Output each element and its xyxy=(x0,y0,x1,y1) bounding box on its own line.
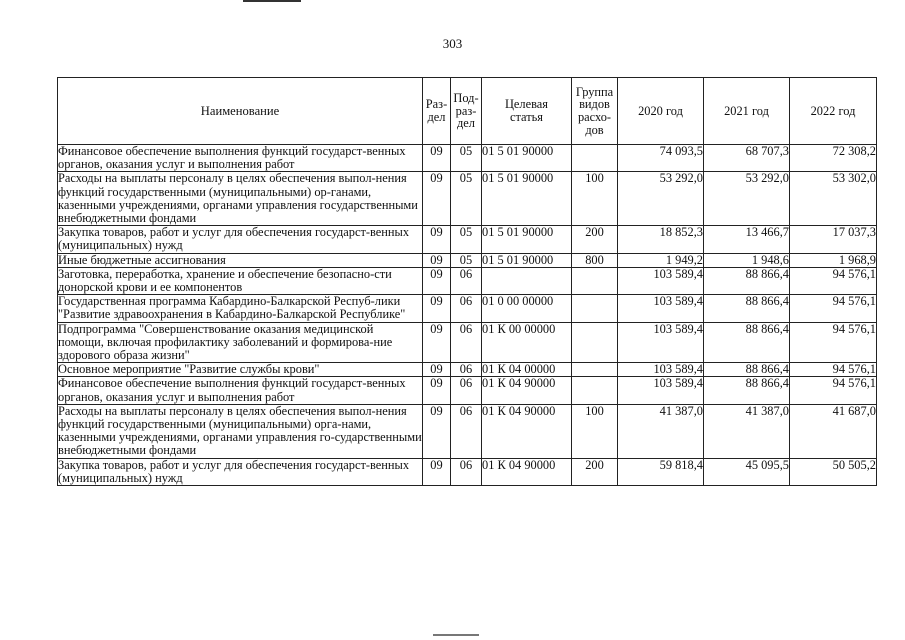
cell-subsection: 06 xyxy=(451,458,482,485)
cell-subsection: 06 xyxy=(451,363,482,377)
cell-y2020: 53 292,0 xyxy=(618,172,704,226)
cell-name: Закупка товаров, работ и услуг для обеспечения государст-венных (муниципальных) нужд xyxy=(58,226,423,253)
cell-section: 09 xyxy=(423,377,451,404)
table-row xyxy=(58,226,877,253)
cell-target: 01 К 04 00000 xyxy=(482,363,572,377)
cell-y2020: 103 589,4 xyxy=(618,322,704,363)
cell-group: 100 xyxy=(572,172,618,226)
cell-y2022: 53 302,0 xyxy=(790,172,877,226)
cell-target: 01 5 01 90000 xyxy=(482,172,572,226)
cell-y2022: 94 576,1 xyxy=(790,377,877,404)
cell-y2022: 94 576,1 xyxy=(790,322,877,363)
cell-group: 100 xyxy=(572,404,618,458)
cell-name: Подпрограмма "Совершенствование оказания медицинской помощи, включая профилактику заболеваний и формирова-ние здорового образа жизни" xyxy=(58,322,423,363)
header-2022: 2022 год xyxy=(790,78,877,145)
cell-section: 09 xyxy=(423,458,451,485)
cell-group xyxy=(572,363,618,377)
cell-y2021: 53 292,0 xyxy=(704,172,790,226)
cell-section: 09 xyxy=(423,267,451,294)
cell-subsection: 05 xyxy=(451,226,482,253)
cell-y2022: 94 576,1 xyxy=(790,295,877,322)
cell-section: 09 xyxy=(423,172,451,226)
cell-section: 09 xyxy=(423,226,451,253)
cell-y2020: 103 589,4 xyxy=(618,363,704,377)
cell-name: Финансовое обеспечение выполнения функций государст-венных органов, оказания услуг и выполнения работ xyxy=(58,377,423,404)
cell-section: 09 xyxy=(423,404,451,458)
cell-y2020: 18 852,3 xyxy=(618,226,704,253)
cell-name: Расходы на выплаты персоналу в целях обеспечения выпол-нения функций государственными (муниципальными) орга-нами, казенными учреждениями, органами управления го-сударственными внебюджетными фондами xyxy=(58,403,422,458)
cell-target: 01 К 04 90000 xyxy=(482,377,572,404)
cell-y2022: 50 505,2 xyxy=(790,458,877,485)
cell-group xyxy=(572,377,618,404)
table-row xyxy=(58,172,877,226)
cell-target xyxy=(482,267,572,294)
cell-y2021: 13 466,7 xyxy=(704,226,790,253)
cell-y2022: 94 576,1 xyxy=(790,267,877,294)
cell-y2021: 41 387,0 xyxy=(704,404,790,458)
cell-group xyxy=(572,267,618,294)
cell-target: 01 5 01 90000 xyxy=(482,145,572,172)
cell-section: 09 xyxy=(423,322,451,363)
cell-name: Заготовка, переработка, хранение и обеспечение безопасно-сти донорской крови и ее компонентов xyxy=(58,267,423,294)
cell-group xyxy=(572,322,618,363)
cell-subsection: 06 xyxy=(451,322,482,363)
cell-y2022: 72 308,2 xyxy=(790,145,877,172)
cell-y2020: 103 589,4 xyxy=(618,295,704,322)
cell-name: Иные бюджетные ассигнования xyxy=(58,253,423,267)
cell-section: 09 xyxy=(423,253,451,267)
table-row xyxy=(58,253,877,267)
cell-subsection: 06 xyxy=(451,377,482,404)
cell-group xyxy=(572,295,618,322)
cell-target: 01 5 01 90000 xyxy=(482,226,572,253)
cell-y2022: 1 968,9 xyxy=(790,253,877,267)
cell-target: 01 К 00 00000 xyxy=(482,322,572,363)
budget-table xyxy=(57,77,877,486)
cell-y2020: 74 093,5 xyxy=(618,145,704,172)
table-row xyxy=(58,295,877,322)
cell-y2020: 103 589,4 xyxy=(618,267,704,294)
cell-name: Государственная программа Кабардино-Балкарской Респуб-лики "Развитие здравоохранения в Кабардино-Балкарской Республике" xyxy=(58,295,423,322)
cell-group: 200 xyxy=(572,226,618,253)
table-row xyxy=(58,145,877,172)
cell-subsection: 05 xyxy=(451,253,482,267)
cell-y2021: 1 948,6 xyxy=(704,253,790,267)
cell-name: Расходы на выплаты персоналу в целях обеспечения выпол-нения функций государственными (муниципальными) ор-ганами, казенными учреждениями, органами управления государственными внебюджетными фондами xyxy=(58,172,423,226)
header-group: Группа видов расхо- дов xyxy=(572,78,618,145)
cell-y2020: 59 818,4 xyxy=(618,458,704,485)
page-number: 303 xyxy=(442,36,463,51)
cell-y2021: 88 866,4 xyxy=(704,295,790,322)
cell-y2022: 41 687,0 xyxy=(790,404,877,458)
cell-name: Основное мероприятие "Развитие службы крови" xyxy=(58,363,423,377)
bottom-rule xyxy=(433,634,479,636)
table-row xyxy=(58,267,877,294)
cell-name: Финансовое обеспечение выполнения функций государст-венных органов, оказания услуг и выполнения работ xyxy=(58,145,423,172)
cell-subsection: 06 xyxy=(451,267,482,294)
cell-name: Закупка товаров, работ и услуг для обеспечения государст-венных (муниципальных) нужд xyxy=(58,458,423,485)
cell-subsection: 05 xyxy=(451,172,482,226)
cell-subsection: 06 xyxy=(451,295,482,322)
cell-section: 09 xyxy=(423,295,451,322)
table-row xyxy=(58,377,877,404)
cell-target: 01 К 04 90000 xyxy=(482,458,572,485)
table-row xyxy=(58,322,877,363)
cell-y2021: 88 866,4 xyxy=(704,363,790,377)
header-2021: 2021 год xyxy=(704,78,790,145)
header-subsection: Под- раз- дел xyxy=(451,78,482,145)
cell-y2020: 1 949,2 xyxy=(618,253,704,267)
cell-y2022: 94 576,1 xyxy=(790,363,877,377)
cell-section: 09 xyxy=(423,363,451,377)
table-row xyxy=(58,404,877,458)
table-header-row xyxy=(58,78,877,145)
table-row xyxy=(58,458,877,485)
table-row xyxy=(58,363,877,377)
cell-subsection: 06 xyxy=(451,404,482,458)
header-section: Раз- дел xyxy=(423,78,451,145)
header-name: Наименование xyxy=(58,78,423,145)
cell-y2020: 103 589,4 xyxy=(618,377,704,404)
cell-y2021: 68 707,3 xyxy=(704,145,790,172)
cell-target: 01 К 04 90000 xyxy=(482,404,572,458)
cell-target: 01 0 00 00000 xyxy=(482,295,572,322)
cell-group: 200 xyxy=(572,458,618,485)
cell-target: 01 5 01 90000 xyxy=(482,253,572,267)
cell-group: 800 xyxy=(572,253,618,267)
cell-subsection: 05 xyxy=(451,145,482,172)
cell-y2022: 17 037,3 xyxy=(790,226,877,253)
cell-section: 09 xyxy=(423,145,451,172)
cell-y2020: 41 387,0 xyxy=(618,404,704,458)
cell-y2021: 88 866,4 xyxy=(704,322,790,363)
cell-y2021: 88 866,4 xyxy=(704,267,790,294)
header-target: Целевая статья xyxy=(482,78,572,145)
cell-y2021: 88 866,4 xyxy=(704,377,790,404)
cell-group xyxy=(572,145,618,172)
cell-y2021: 45 095,5 xyxy=(704,458,790,485)
header-2020: 2020 год xyxy=(618,78,704,145)
top-rule xyxy=(243,0,301,2)
